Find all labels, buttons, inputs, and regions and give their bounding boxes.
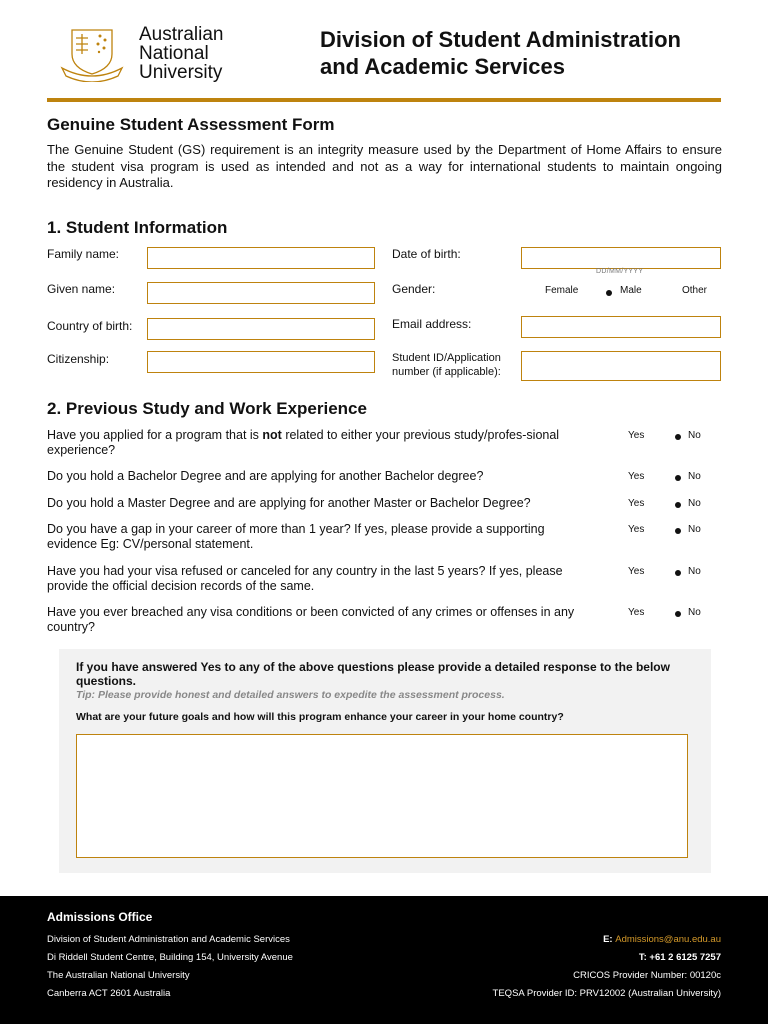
page-header — [0, 0, 768, 104]
form-title: Genuine Student Assessment Form — [47, 115, 335, 134]
division-title-line-1: Division of Student Administration — [320, 27, 681, 52]
email-label: Email address: — [392, 317, 472, 331]
q1-no-option[interactable]: No — [688, 430, 701, 441]
gender-label: Gender: — [392, 282, 436, 296]
footer-cricos: CRICOS Provider Number: 00120c — [573, 970, 721, 981]
q1-radio-icon[interactable] — [675, 434, 681, 440]
question-1-text-start: Have you applied for a program that is — [47, 428, 263, 442]
question-3: Do you hold a Master Degree and are applying for another Master or Bachelor Degree? — [47, 496, 531, 510]
footer-phone: T: +61 2 6125 7257 — [638, 952, 721, 963]
question-1 — [47, 428, 587, 458]
citizenship-field[interactable] — [147, 351, 375, 373]
email-link[interactable]: Admissions@anu.edu.au — [615, 934, 721, 945]
country-of-birth-label: Country of birth: — [47, 319, 133, 333]
dob-format-hint: DD/MM/YYYY — [596, 268, 644, 275]
division-title-line-2: and Academic Services — [320, 54, 565, 79]
given-name-field[interactable] — [147, 282, 375, 304]
q6-no-option[interactable]: No — [688, 607, 701, 618]
footer-address-line-3: The Australian National University — [47, 970, 190, 981]
given-name-label: Given name: — [47, 282, 116, 296]
family-name-field[interactable] — [147, 247, 375, 269]
gender-radio-icon[interactable] — [606, 290, 612, 296]
q3-no-option[interactable]: No — [688, 498, 701, 509]
footer-email-prefix: E: — [603, 934, 616, 945]
q6-radio-icon[interactable] — [675, 611, 681, 617]
student-id-label-line-1: Student ID/Application — [392, 352, 501, 364]
student-id-label — [392, 351, 501, 379]
question-1-text-end: related to either your previous study/profes-sional experience? — [47, 428, 560, 457]
gender-option-male[interactable]: Male — [620, 285, 642, 296]
question-2: Do you hold a Bachelor Degree and are applying for another Bachelor degree? — [47, 469, 484, 483]
q3-radio-icon[interactable] — [675, 502, 681, 508]
q4-yes-option[interactable]: Yes — [628, 524, 645, 535]
q5-radio-icon[interactable] — [675, 570, 681, 576]
dob-label: Date of birth: — [392, 247, 461, 261]
university-name — [139, 25, 224, 82]
gender-option-female[interactable]: Female — [545, 285, 579, 296]
q3-yes-option[interactable]: Yes — [628, 498, 645, 509]
header-divider — [47, 98, 721, 102]
footer-teqsa: TEQSA Provider ID: PRV12002 (Australian University) — [492, 988, 721, 999]
question-6: Have you ever breached any visa conditions or been convicted of any crimes or offenses in any country? — [47, 605, 575, 634]
family-name-label: Family name: — [47, 247, 120, 261]
page-footer — [0, 896, 768, 1024]
country-of-birth-field[interactable] — [147, 318, 375, 340]
student-id-field[interactable] — [521, 351, 721, 381]
dob-field[interactable] — [521, 247, 721, 269]
q1-yes-option[interactable]: Yes — [628, 430, 645, 441]
university-name-line-1: Australian — [139, 24, 224, 45]
footer-email — [603, 934, 721, 945]
question-4: Do you have a gap in your career of more than 1 year? If yes, please provide a supporting evidence Eg: CV/personal statement. — [47, 522, 545, 551]
student-id-label-line-2: number (if applicable): — [392, 366, 501, 378]
email-field[interactable] — [521, 316, 721, 338]
q2-radio-icon[interactable] — [675, 475, 681, 481]
response-heading: If you have answered Yes to any of the above questions please provide a detailed response to the below questions. — [76, 660, 670, 688]
section-2-title: 2. Previous Study and Work Experience — [47, 399, 367, 418]
anu-crest-logo-icon — [58, 24, 126, 82]
q4-no-option[interactable]: No — [688, 524, 701, 535]
university-name-line-2: National — [139, 43, 209, 64]
university-name-line-3: University — [139, 62, 223, 83]
question-1-emphasis: not — [262, 428, 282, 442]
response-tip: Tip: Please provide honest and detailed answers to expedite the assessment process. — [76, 689, 505, 701]
footer-address-line-1: Division of Student Administration and Academic Services — [47, 934, 290, 945]
footer-title: Admissions Office — [47, 910, 153, 924]
q2-yes-option[interactable]: Yes — [628, 471, 645, 482]
question-5: Have you had your visa refused or canceled for any country in the last 5 years? If yes, please provide the official decision records of the same. — [47, 564, 563, 593]
gender-option-other[interactable]: Other — [682, 285, 708, 296]
q6-yes-option[interactable]: Yes — [628, 607, 645, 618]
citizenship-label: Citizenship: — [47, 352, 110, 366]
q5-no-option[interactable]: No — [688, 566, 701, 577]
q5-yes-option[interactable]: Yes — [628, 566, 645, 577]
footer-address-line-4: Canberra ACT 2601 Australia — [47, 988, 171, 999]
form-intro: The Genuine Student (GS) requirement is an integrity measure used by the Department of Home Affairs to ensure the student visa program is used as intended and not as a way for international students to maintain ongoing residency in Australia. — [47, 142, 722, 190]
division-title — [320, 26, 681, 80]
q2-no-option[interactable]: No — [688, 471, 701, 482]
q4-radio-icon[interactable] — [675, 528, 681, 534]
response-question: What are your future goals and how will this program enhance your career in your home country? — [76, 711, 564, 723]
section-1-title: 1. Student Information — [47, 218, 228, 237]
footer-address-line-2: Di Riddell Student Centre, Building 154, University Avenue — [47, 952, 293, 963]
response-textarea[interactable] — [76, 734, 688, 858]
